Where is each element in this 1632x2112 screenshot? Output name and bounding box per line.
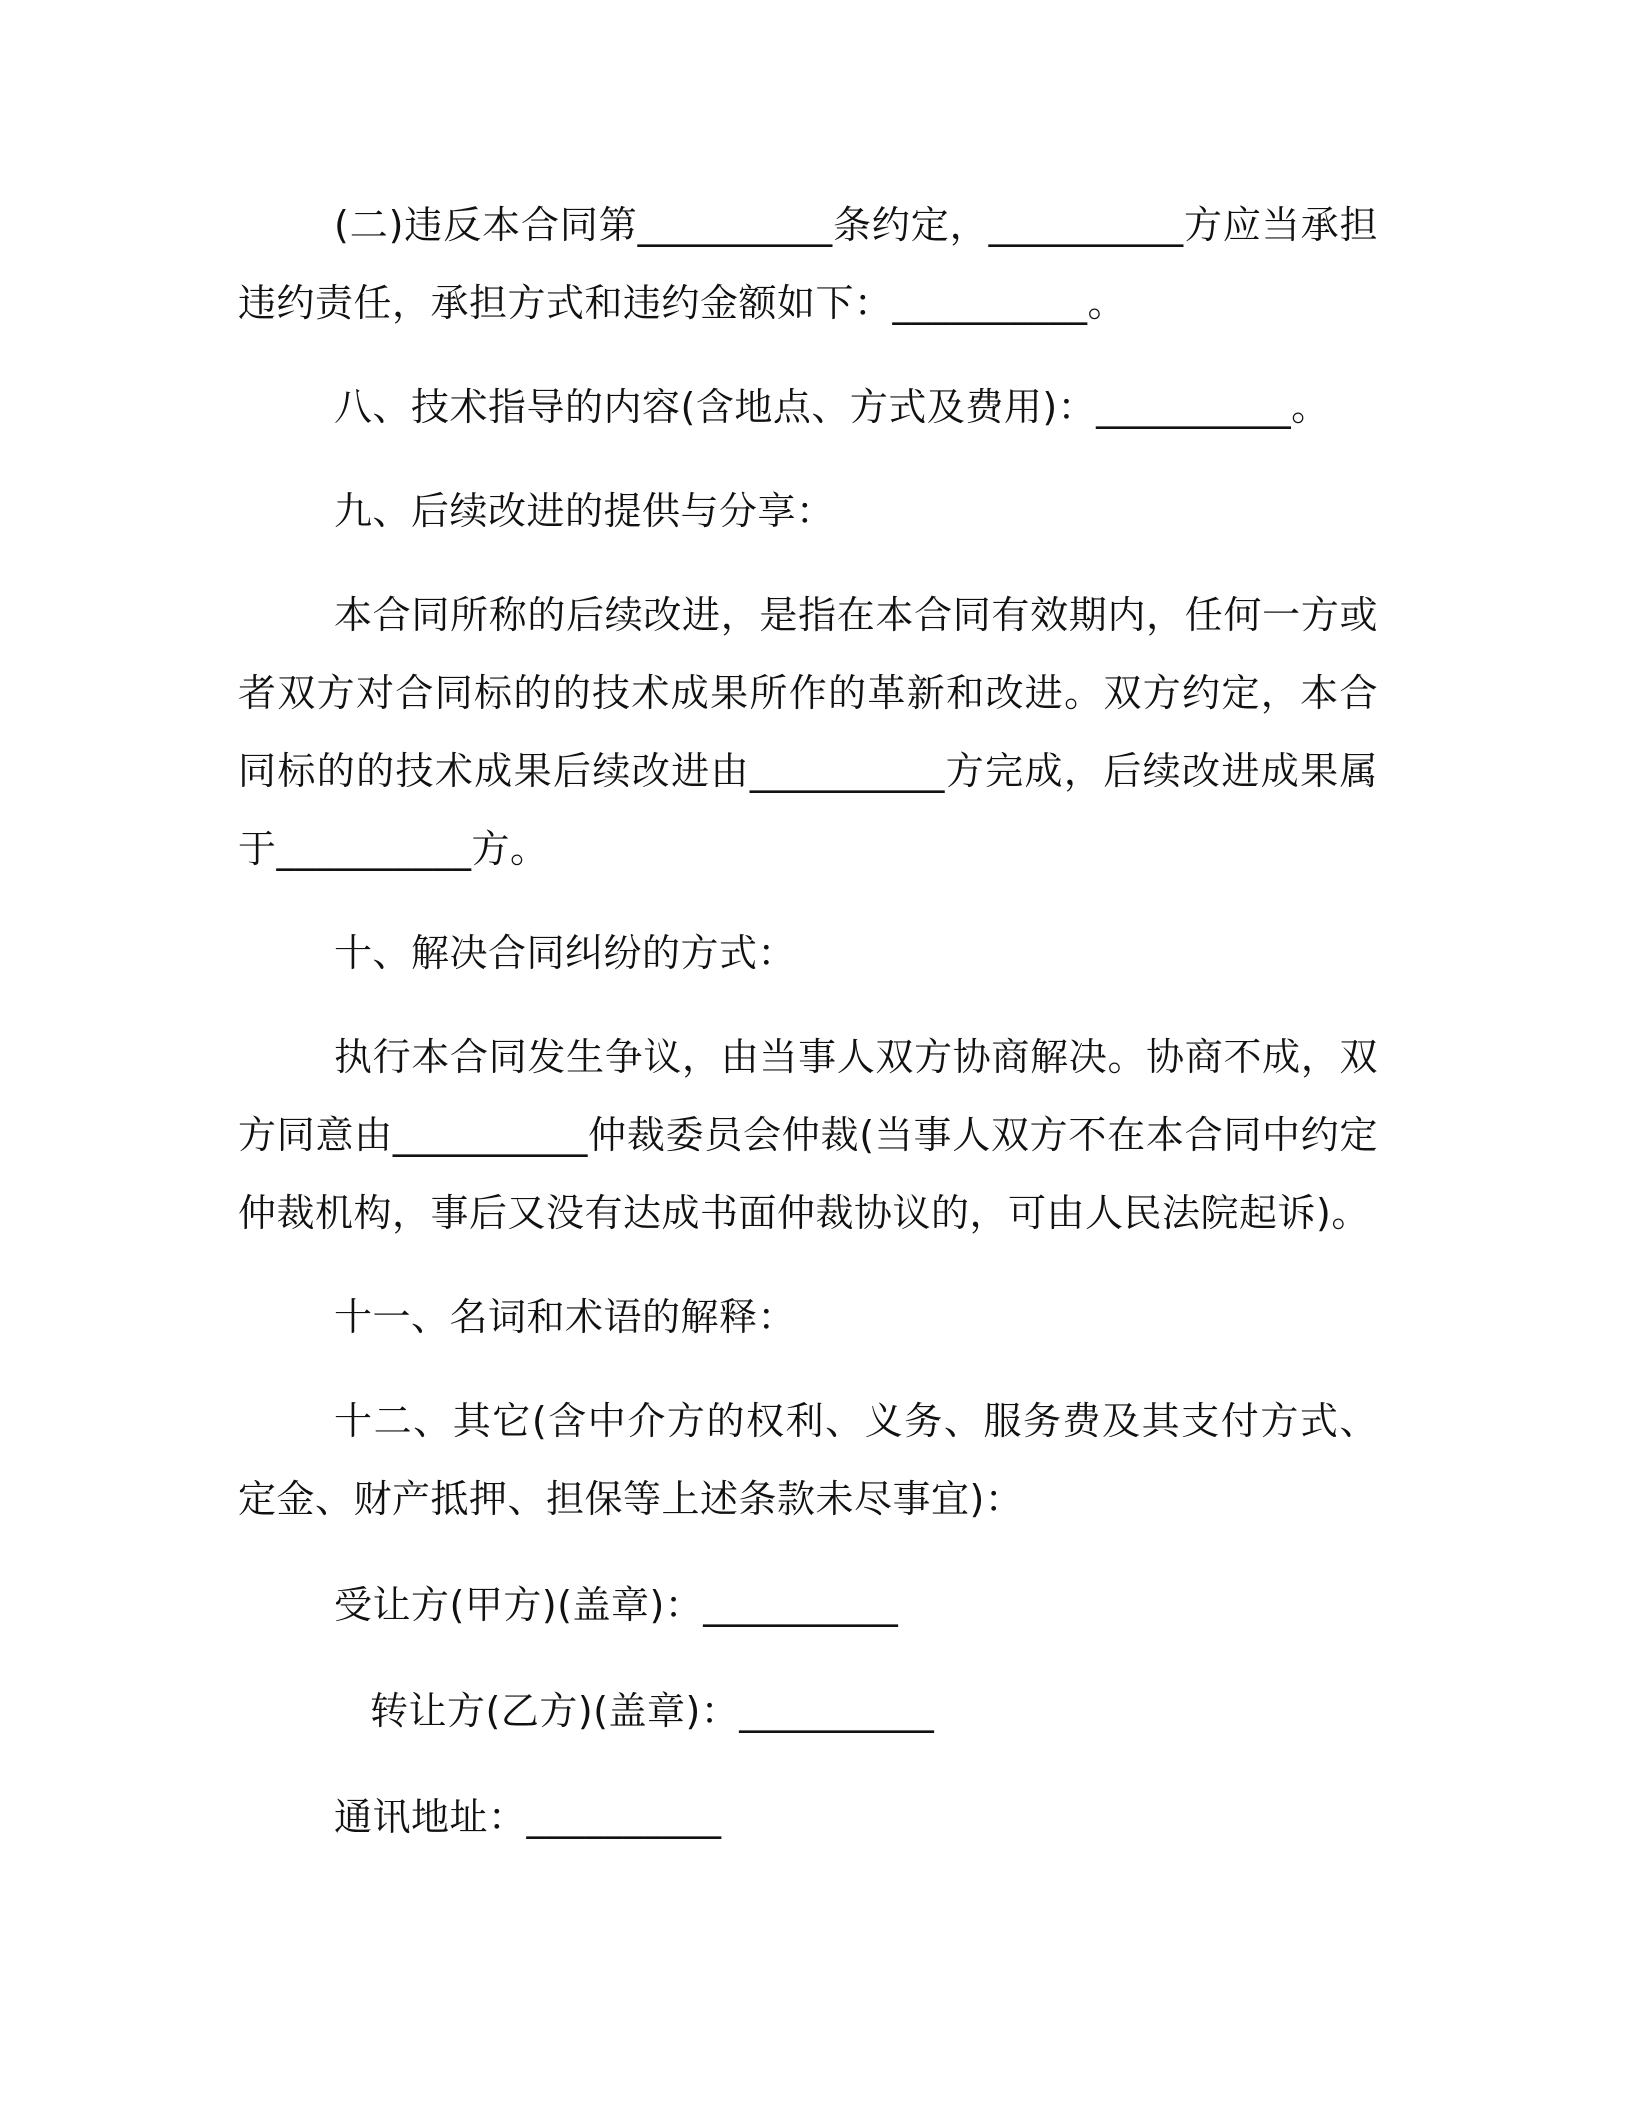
clause-11-heading: 十一、名词和术语的解释： (334, 1295, 797, 1339)
party-a-signature: 受让方(甲方)(盖章)：__________ (334, 1583, 899, 1627)
party-b-signature: 转让方(乙方)(盖章)：__________ (370, 1689, 935, 1733)
clause-12-body: 十二、其它(含中介方的权利、义务、服务费及其支付方式、定金、财产抵押、担保等上述条款未尽事宜)： (238, 1399, 1378, 1521)
clause-9-body: 本合同所称的后续改进，是指在本合同有效期内，任何一方或者双方对合同标的的技术成果所作的革新和改进。双方约定，本合同标的的技术成果后续改进由__________方完成，后续改进成果属于__________方。 (238, 593, 1378, 871)
clause-breach-liability: (二)违反本合同第__________条约定，__________方应当承担违约责任，承担方式和违约金额如下：__________。 (238, 203, 1378, 325)
clause-10-heading: 十、解决合同纠纷的方式： (334, 931, 797, 975)
clause-9-heading: 九、后续改进的提供与分享： (334, 489, 835, 533)
clause-10-body: 执行本合同发生争议，由当事人双方协商解决。协商不成，双方同意由__________仲裁委员会仲裁(当事人双方不在本合同中约定仲裁机构，事后又没有达成书面仲裁协议的，可由人民法院起诉)。 (238, 1035, 1378, 1235)
address-line: 通讯地址：__________ (334, 1795, 722, 1839)
document-body (238, 186, 1378, 1856)
clause-8-technical-guidance: 八、技术指导的内容(含地点、方式及费用)：__________。 (334, 385, 1330, 429)
